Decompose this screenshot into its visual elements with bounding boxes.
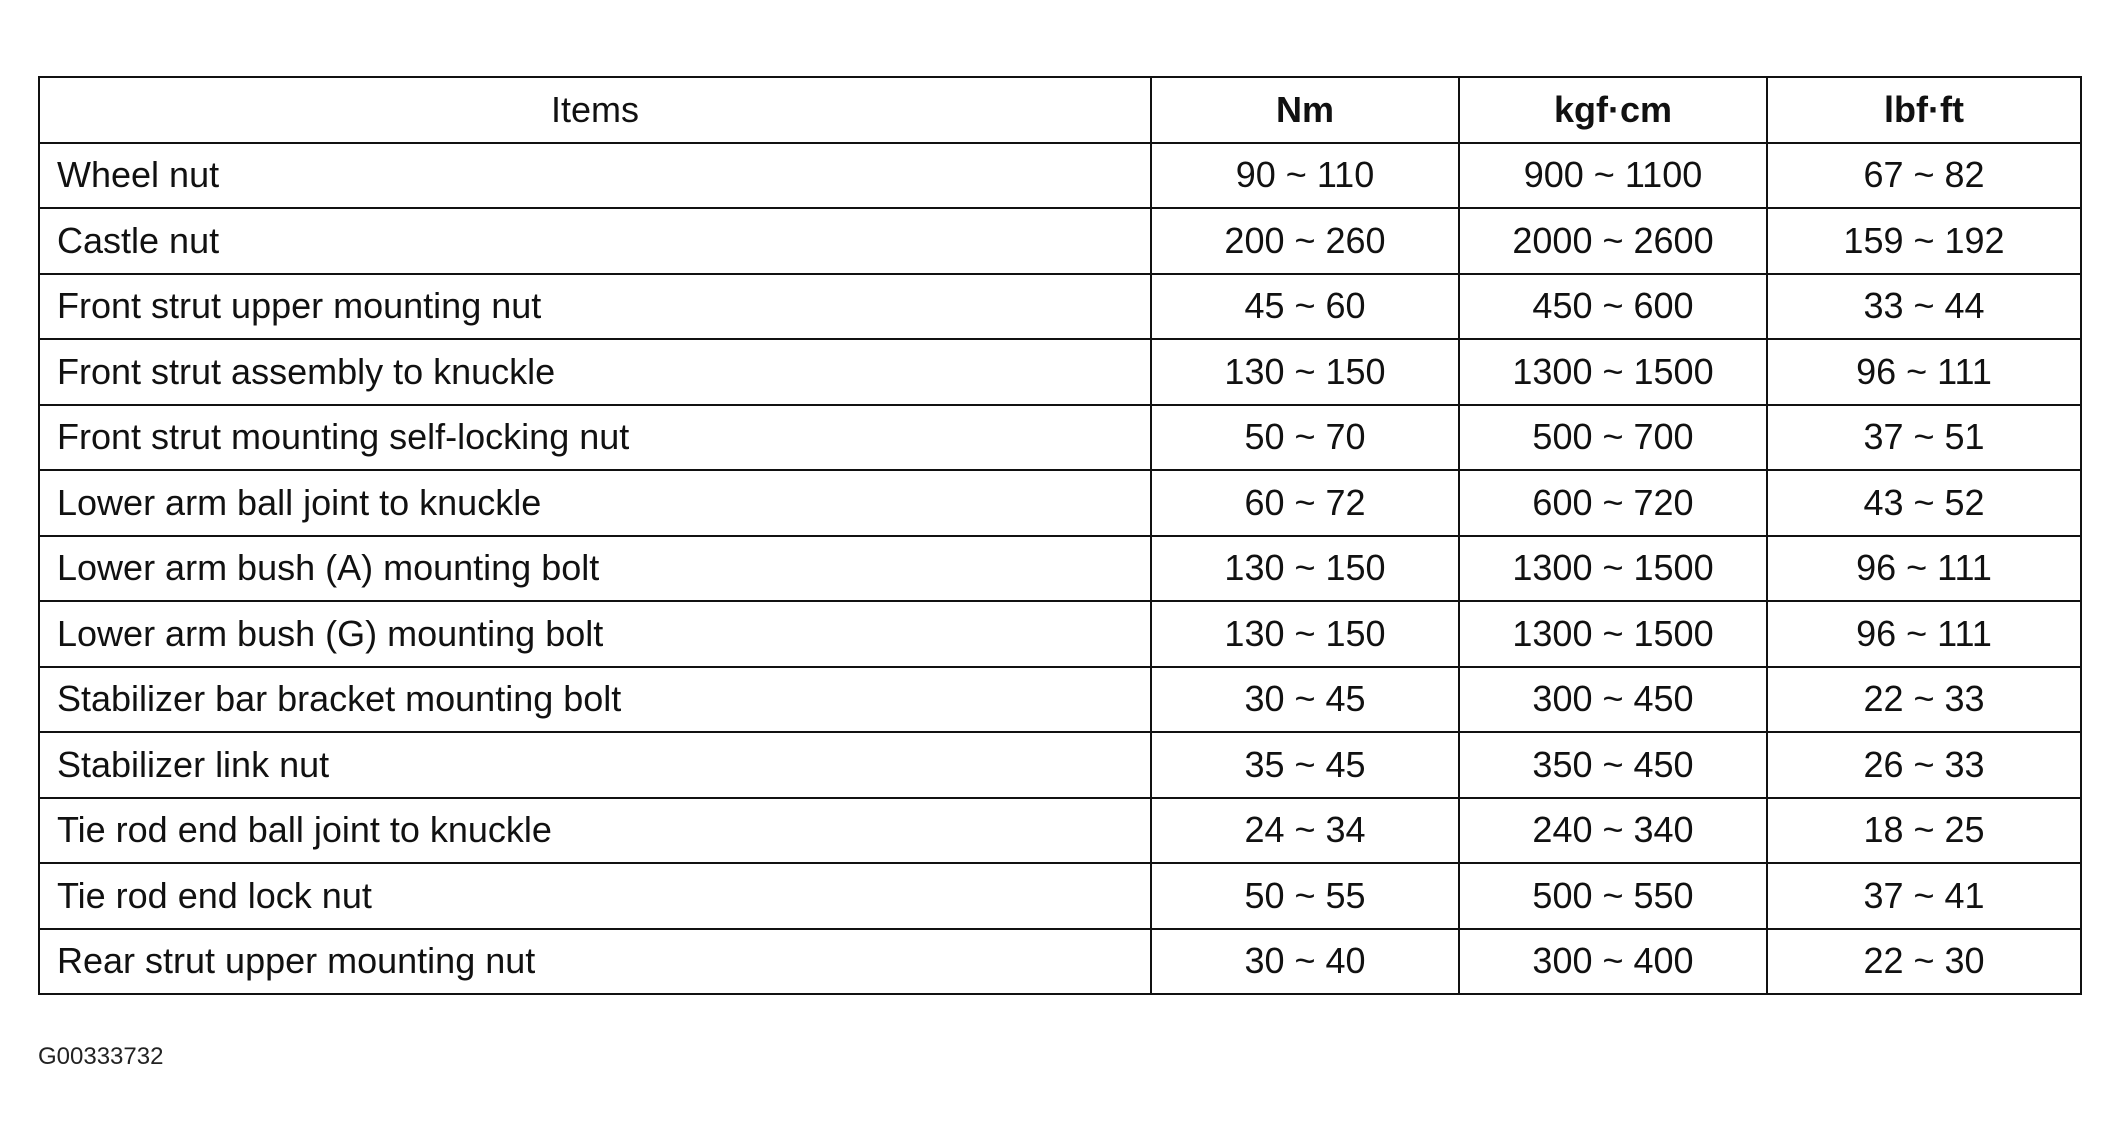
kgf-cm-value-cell: 900 ~ 1100 (1459, 143, 1767, 209)
lbf-ft-value-cell: 67 ~ 82 (1767, 143, 2081, 209)
nm-value-cell: 45 ~ 60 (1151, 274, 1459, 340)
table-row (39, 274, 2081, 340)
lbf-ft-value-cell: 26 ~ 33 (1767, 732, 2081, 798)
lbf-ft-value-cell: 33 ~ 44 (1767, 274, 2081, 340)
nm-value-cell: 60 ~ 72 (1151, 470, 1459, 536)
item-name-cell: Lower arm bush (G) mounting bolt (39, 601, 1151, 667)
item-name-cell: Tie rod end lock nut (39, 863, 1151, 929)
kgf-cm-value-cell: 350 ~ 450 (1459, 732, 1767, 798)
lbf-ft-value-cell: 159 ~ 192 (1767, 208, 2081, 274)
lbf-ft-value-cell: 37 ~ 41 (1767, 863, 2081, 929)
item-name-cell: Wheel nut (39, 143, 1151, 209)
kgf-cm-value-cell: 1300 ~ 1500 (1459, 339, 1767, 405)
kgf-cm-value-cell: 1300 ~ 1500 (1459, 601, 1767, 667)
table-header-row (39, 77, 2081, 143)
nm-value-cell: 30 ~ 40 (1151, 929, 1459, 995)
nm-value-cell: 90 ~ 110 (1151, 143, 1459, 209)
item-name-cell: Stabilizer link nut (39, 732, 1151, 798)
table-row (39, 667, 2081, 733)
kgf-cm-value-cell: 300 ~ 450 (1459, 667, 1767, 733)
table-row (39, 798, 2081, 864)
nm-value-cell: 130 ~ 150 (1151, 536, 1459, 602)
kgf-cm-value-cell: 240 ~ 340 (1459, 798, 1767, 864)
table-row (39, 601, 2081, 667)
table-row (39, 143, 2081, 209)
kgf-cm-value-cell: 2000 ~ 2600 (1459, 208, 1767, 274)
header-items: Items (39, 77, 1151, 143)
torque-spec-table (38, 76, 2082, 995)
lbf-ft-value-cell: 96 ~ 111 (1767, 536, 2081, 602)
item-name-cell: Front strut upper mounting nut (39, 274, 1151, 340)
kgf-cm-value-cell: 450 ~ 600 (1459, 274, 1767, 340)
kgf-cm-value-cell: 300 ~ 400 (1459, 929, 1767, 995)
table-row (39, 929, 2081, 995)
table-row (39, 339, 2081, 405)
item-name-cell: Lower arm bush (A) mounting bolt (39, 536, 1151, 602)
figure-id: G00333732 (38, 1043, 164, 1070)
nm-value-cell: 30 ~ 45 (1151, 667, 1459, 733)
nm-value-cell: 50 ~ 70 (1151, 405, 1459, 471)
kgf-cm-value-cell: 500 ~ 700 (1459, 405, 1767, 471)
item-name-cell: Stabilizer bar bracket mounting bolt (39, 667, 1151, 733)
item-name-cell: Front strut mounting self-locking nut (39, 405, 1151, 471)
lbf-ft-value-cell: 22 ~ 30 (1767, 929, 2081, 995)
item-name-cell: Lower arm ball joint to knuckle (39, 470, 1151, 536)
nm-value-cell: 35 ~ 45 (1151, 732, 1459, 798)
header-nm: Nm (1151, 77, 1459, 143)
nm-value-cell: 50 ~ 55 (1151, 863, 1459, 929)
item-name-cell: Tie rod end ball joint to knuckle (39, 798, 1151, 864)
kgf-cm-value-cell: 500 ~ 550 (1459, 863, 1767, 929)
nm-value-cell: 200 ~ 260 (1151, 208, 1459, 274)
table-row (39, 470, 2081, 536)
table-row (39, 536, 2081, 602)
lbf-ft-value-cell: 37 ~ 51 (1767, 405, 2081, 471)
table-body (39, 143, 2081, 995)
lbf-ft-value-cell: 18 ~ 25 (1767, 798, 2081, 864)
item-name-cell: Castle nut (39, 208, 1151, 274)
table-row (39, 863, 2081, 929)
table-row (39, 405, 2081, 471)
lbf-ft-value-cell: 43 ~ 52 (1767, 470, 2081, 536)
lbf-ft-value-cell: 22 ~ 33 (1767, 667, 2081, 733)
nm-value-cell: 24 ~ 34 (1151, 798, 1459, 864)
nm-value-cell: 130 ~ 150 (1151, 339, 1459, 405)
item-name-cell: Rear strut upper mounting nut (39, 929, 1151, 995)
item-name-cell: Front strut assembly to knuckle (39, 339, 1151, 405)
kgf-cm-value-cell: 1300 ~ 1500 (1459, 536, 1767, 602)
table-row (39, 208, 2081, 274)
header-lbf-ft: lbf·ft (1767, 77, 2081, 143)
header-kgf-cm: kgf·cm (1459, 77, 1767, 143)
kgf-cm-value-cell: 600 ~ 720 (1459, 470, 1767, 536)
lbf-ft-value-cell: 96 ~ 111 (1767, 339, 2081, 405)
table-row (39, 732, 2081, 798)
nm-value-cell: 130 ~ 150 (1151, 601, 1459, 667)
lbf-ft-value-cell: 96 ~ 111 (1767, 601, 2081, 667)
